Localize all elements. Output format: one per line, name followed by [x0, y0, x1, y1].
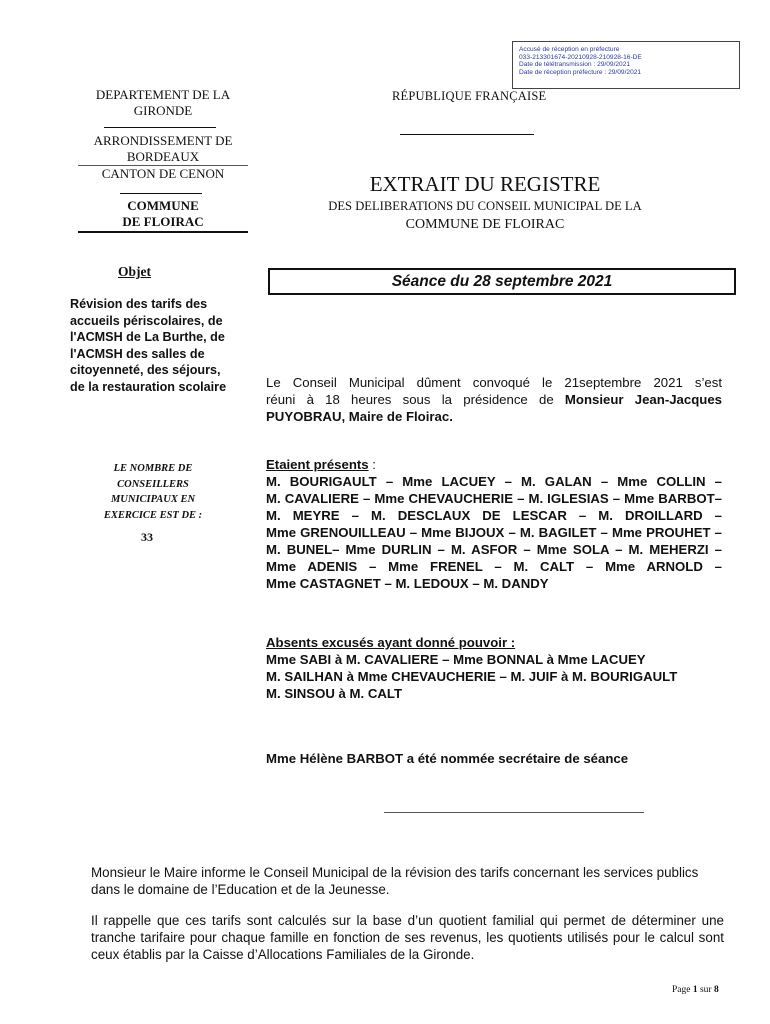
document-title: EXTRAIT DU REGISTRE [369, 172, 601, 196]
commune: COMMUNE DE FLOIRAC [122, 198, 204, 229]
presents-list: Etaient présents : M. BOURIGAULT – Mme LACUEY – M. GALAN – Mme COLLIN – M. CAVALIERE – Mme CHEVAUCHERIE – M. IGLESIAS – Mme BARBOT– M. MEYRE – M. DESCLAUX DE LESCAR – M. DROILLARD – Mme GRENOUILLEAU – Mme BIJOUX – M. BAGILET – Mme PROUHET – M. BUNEL– Mme DURLIN – M. ASFOR – Mme SOLA – M. MEHERZI – Mme ADENIS – Mme FRENEL – M. CALT – Mme ARNOLD – Mme CASTAGNET – M. LEDOUX – M. DANDY [266, 457, 722, 591]
conseillers-count: 33 [141, 530, 153, 544]
arrondissement: ARRONDISSEMENT DE BORDEAUX [93, 133, 233, 164]
presents-line: Mme GRENOUILLEAU – Mme BIJOUX – M. BAGILET – Mme PROUHET – [266, 525, 722, 540]
presents-line: Mme CASTAGNET – M. LEDOUX – M. DANDY [266, 576, 549, 591]
prefecture-stamp [512, 41, 740, 89]
divider [120, 193, 202, 194]
absents-line: M. SAILHAN à Mme CHEVAUCHERIE – M. JUIF à M. BOURIGAULT [266, 669, 678, 684]
divider [384, 812, 644, 813]
paragraph-quotient: Il rappelle que ces tarifs sont calculés sur la base d’un quotient familial qui permet de déterminer une tranche tarifaire pour chaque famille en fonction de ses revenus, les quotients utilisés pour le calcul sont ceux établis par la Caisse d’Allocations Familiales de la Gironde. [91, 913, 724, 962]
republique-francaise: RÉPUBLIQUE FRANÇAISE [392, 89, 547, 103]
presents-line: M. BOURIGAULT – Mme LACUEY – M. GALAN – Mme COLLIN – [266, 474, 722, 489]
presents-label: Etaient présents [266, 457, 369, 472]
document-subtitle-commune: COMMUNE DE FLOIRAC [405, 217, 565, 232]
page-number: Page 1 sur 8 [672, 985, 719, 995]
objet-label: Objet [118, 264, 151, 279]
stamp-line: 033-213301674-20210928-210928-16-DE [519, 53, 642, 61]
absents-line: Mme SABI à M. CAVALIERE – Mme BONNAL à Mme LACUEY [266, 652, 646, 667]
absents-label: Absents excusés ayant donné pouvoir : [266, 635, 516, 650]
canton: CANTON DE CENON [101, 166, 225, 181]
presents-line: Mme ADENIS – Mme FRENEL – M. CALT – Mme ARNOLD – [266, 559, 722, 574]
secretaire-seance: Mme Hélène BARBOT a été nommée secrétaire de séance [266, 751, 629, 766]
presents-line: M. CAVALIERE – Mme CHEVAUCHERIE – M. IGLESIAS – Mme BARBOT– [266, 491, 722, 506]
objet-text: Révision des tarifs des accueils périscolaires, de l'ACMSH de La Burthe, de l'ACMSH des salles de citoyenneté, des séjours, de la restauration scolaire [70, 297, 227, 394]
presents-line: M. BUNEL– Mme DURLIN – M. ASFOR – Mme SOLA – M. MEHERZI – [266, 542, 722, 557]
absents-list [266, 634, 722, 702]
absents-line: M. SINSOU à M. CALT [266, 686, 403, 701]
stamp-line: Accusé de réception en préfecture [519, 46, 620, 53]
divider [78, 231, 248, 233]
stamp-line: Date de télétransmission : 29/09/2021 [519, 61, 631, 69]
divider [104, 127, 216, 128]
stamp-line: Date de réception préfecture : 29/09/2021 [519, 68, 642, 76]
conseillers-count-label: LE NOMBRE DE CONSEILLERS MUNICIPAUX EN EXERCICE EST DE : [103, 463, 203, 521]
seance-date-box: Séance du 28 septembre 2021 [268, 268, 736, 295]
presents-line: M. MEYRE – M. DESCLAUX DE LESCAR – M. DROILLARD – [266, 508, 722, 523]
departement: DEPARTEMENT DE LA GIRONDE [95, 87, 231, 118]
document-subtitle: DES DELIBERATIONS DU CONSEIL MUNICIPAL DE LA [328, 199, 642, 213]
divider [400, 134, 534, 135]
paragraph-revision: Monsieur le Maire informe le Conseil Municipal de la révision des tarifs concernant les services publics dans le domaine de l’Education et de la Jeunesse. [91, 865, 699, 897]
convocation-paragraph: Le Conseil Municipal dûment convoqué le 21septembre 2021 s’est réuni à 18 heures sous la présidence de Monsieur Jean-Jacques PUYOBRAU, Maire de Floirac. [266, 375, 722, 424]
